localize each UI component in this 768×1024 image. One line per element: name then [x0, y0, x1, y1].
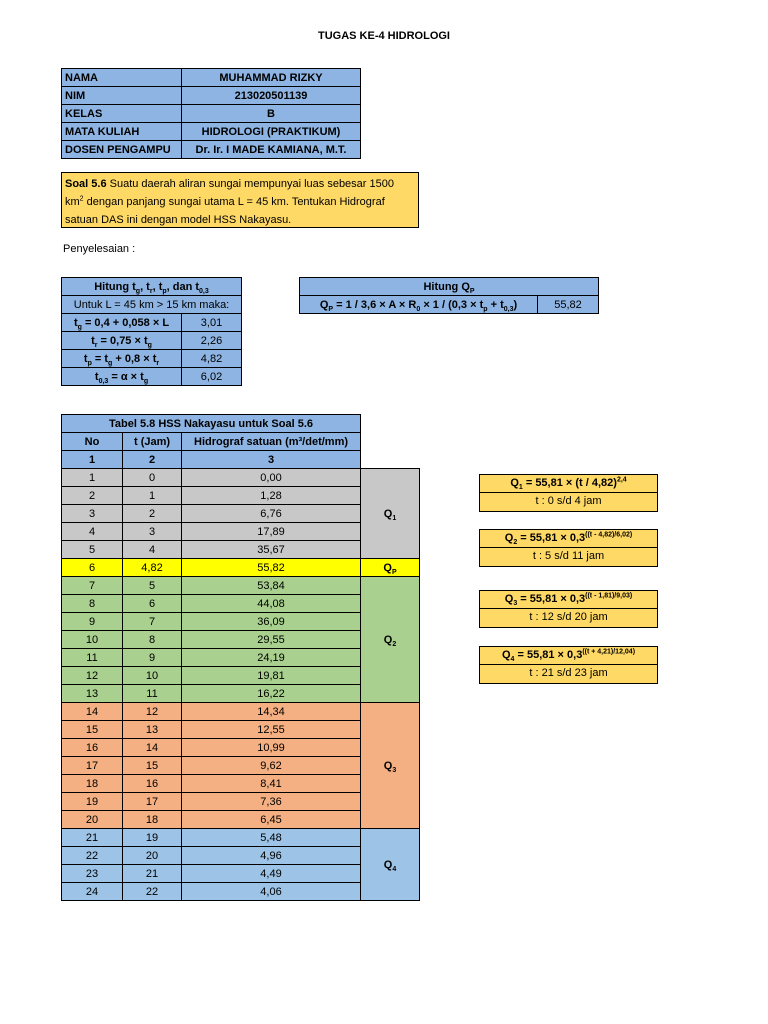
value-tg: 3,01	[182, 314, 242, 332]
table-row	[62, 469, 420, 487]
table-cell: 35,67	[182, 541, 361, 559]
table-cell: 14	[62, 703, 123, 721]
table-cell: 16	[62, 739, 123, 757]
problem-text: km	[65, 196, 80, 208]
equation-q1: $Q_1 = 55,81 \times (t / 4,82)^{2,4}$ t : 0 s/d 4 jam	[479, 474, 658, 512]
table-cell: 21	[123, 865, 182, 883]
formula-tg: $t_g = 0,4 + 0,058 \times L$	[62, 314, 182, 332]
page-title: TUGAS KE-4 HIDROLOGI	[317, 30, 450, 42]
table-cell: 6,76	[182, 505, 361, 523]
table-cell: 19	[62, 793, 123, 811]
column-number: 1	[62, 451, 123, 469]
table-cell: 16	[123, 775, 182, 793]
table-cell: 8	[123, 631, 182, 649]
table-cell: 9,62	[182, 757, 361, 775]
formula-tr: $t_r = 0,75 \times t_g$	[62, 332, 182, 350]
table-row	[62, 559, 420, 577]
formula-t03: $t_{0,3} = \alpha \times t_g$	[62, 368, 182, 386]
table-cell: 23	[62, 865, 123, 883]
problem-text: dengan panjang sungai utama L = 45 km. Tentukan Hidrograf	[83, 196, 385, 208]
range-q3: t : 12 s/d 20 jam	[480, 609, 657, 627]
table-cell: 8,41	[182, 775, 361, 793]
table-cell: 4	[123, 541, 182, 559]
value-tr: 2,26	[182, 332, 242, 350]
info-label: DOSEN PENGAMPU	[62, 141, 182, 159]
equation-q4: $Q_4 = 55,81 \times 0,3^{((t + 4,21)/12,04)}$ t : 21 s/d 23 jam	[479, 646, 658, 684]
column-header: No	[62, 433, 123, 451]
info-value: B	[182, 105, 361, 123]
value-t03: 6,02	[182, 368, 242, 386]
table-cell: 0,00	[182, 469, 361, 487]
table-row	[62, 577, 420, 595]
equation-q3: $Q_3 = 55,81 \times 0,3^{((t - 1,81)/9,03)}$ t : 12 s/d 20 jam	[479, 590, 658, 628]
table-cell: 13	[62, 685, 123, 703]
table-cell: 4,96	[182, 847, 361, 865]
column-number: 2	[123, 451, 182, 469]
table-cell: 3	[62, 505, 123, 523]
group-label: $Q_3$	[361, 703, 420, 829]
table-cell: 20	[62, 811, 123, 829]
table-cell: 13	[123, 721, 182, 739]
table-cell: 16,22	[182, 685, 361, 703]
table-cell: 5,48	[182, 829, 361, 847]
range-q2: t : 5 s/d 11 jam	[480, 548, 657, 566]
table-header: Hitung $Q_P$	[300, 278, 599, 296]
table-cell: 12,55	[182, 721, 361, 739]
column-header: t (Jam)	[123, 433, 182, 451]
range-q1: t : 0 s/d 4 jam	[480, 493, 657, 511]
group-label: $Q_2$	[361, 577, 420, 703]
peak-discharge-table	[299, 277, 599, 314]
table-cell: 4,06	[182, 883, 361, 901]
table-cell: 18	[62, 775, 123, 793]
group-label: $Q_4$	[361, 829, 420, 901]
table-cell: 8	[62, 595, 123, 613]
table-cell: 18	[123, 811, 182, 829]
table-cell: 9	[62, 613, 123, 631]
table-header: Hitung $t_g$, $t_r$, $t_p$, dan $t_{0,3}$	[62, 278, 242, 296]
condition-text: Untuk L = 45 km > 15 km maka:	[62, 296, 242, 314]
table-cell: 4	[62, 523, 123, 541]
column-header: Hidrograf satuan (m³/det/mm)	[182, 433, 361, 451]
problem-text: satuan DAS ini dengan model HSS Nakayasu.	[65, 214, 292, 226]
student-info-table	[61, 68, 361, 159]
value-qp: 55,82	[538, 296, 599, 314]
equation-q2: $Q_2 = 55,81 \times 0,3^{((t - 4,82)/6,02)}$ t : 5 s/d 11 jam	[479, 529, 658, 567]
table-cell: 5	[62, 541, 123, 559]
table-cell: 14,34	[182, 703, 361, 721]
problem-statement: Soal 5.6 Suatu daerah aliran sungai mempunyai luas sebesar 1500 $km^2$ dengan panjang sungai utama L = 45 km. Tentukan Hidrograf satuan DAS ini dengan model HSS Nakayasu.	[61, 172, 419, 228]
table-row	[62, 829, 420, 847]
table-cell: 29,55	[182, 631, 361, 649]
table-cell: 4,49	[182, 865, 361, 883]
table-cell: 19,81	[182, 667, 361, 685]
table-cell: 36,09	[182, 613, 361, 631]
table-cell: 44,08	[182, 595, 361, 613]
problem-number: Soal 5.6	[65, 178, 107, 190]
table-cell: 24	[62, 883, 123, 901]
table-cell: 0	[123, 469, 182, 487]
value-tp: 4,82	[182, 350, 242, 368]
table-row	[62, 703, 420, 721]
info-value: Dr. Ir. I MADE KAMIANA, M.T.	[182, 141, 361, 159]
info-value: MUHAMMAD RIZKY	[182, 69, 361, 87]
table-cell: 7	[62, 577, 123, 595]
table-cell: 20	[123, 847, 182, 865]
table-cell: 17,89	[182, 523, 361, 541]
table-cell: 17	[62, 757, 123, 775]
table-cell: 6,45	[182, 811, 361, 829]
hss-nakayasu-table	[61, 414, 420, 901]
table-cell: 2	[123, 505, 182, 523]
info-label: NIM	[62, 87, 182, 105]
range-q4: t : 21 s/d 23 jam	[480, 665, 657, 683]
formula-tp: $t_p = t_g + 0,8 \times t_r$	[62, 350, 182, 368]
table-cell: 1	[62, 469, 123, 487]
table-cell: 14	[123, 739, 182, 757]
table-cell: 3	[123, 523, 182, 541]
table-cell: 15	[62, 721, 123, 739]
group-label: $Q_1$	[361, 469, 420, 559]
table-cell: 10,99	[182, 739, 361, 757]
table-cell: 7,36	[182, 793, 361, 811]
table-cell: 6	[62, 559, 123, 577]
table-cell: 12	[123, 703, 182, 721]
table-cell: 55,82	[182, 559, 361, 577]
table-cell: 2	[62, 487, 123, 505]
table-cell: 1,28	[182, 487, 361, 505]
table-cell: 15	[123, 757, 182, 775]
solution-label: Penyelesaian :	[63, 243, 136, 255]
table-cell: 53,84	[182, 577, 361, 595]
table-cell: 1	[123, 487, 182, 505]
column-number: 3	[182, 451, 361, 469]
table-cell: 19	[123, 829, 182, 847]
table-cell: 5	[123, 577, 182, 595]
table-caption: Tabel 5.8 HSS Nakayasu untuk Soal 5.6	[62, 415, 361, 433]
table-cell: 11	[123, 685, 182, 703]
table-cell: 12	[62, 667, 123, 685]
table-cell: 7	[123, 613, 182, 631]
table-cell: 10	[123, 667, 182, 685]
group-label: $Q_P$	[361, 559, 420, 577]
info-value: HIDROLOGI (PRAKTIKUM)	[182, 123, 361, 141]
table-cell: 22	[123, 883, 182, 901]
time-parameters-table	[61, 277, 242, 386]
table-cell: 22	[62, 847, 123, 865]
problem-text: Suatu daerah aliran sungai mempunyai luas sebesar 1500	[106, 178, 394, 190]
info-label: KELAS	[62, 105, 182, 123]
table-cell: 6	[123, 595, 182, 613]
table-cell: 11	[62, 649, 123, 667]
table-cell: 10	[62, 631, 123, 649]
table-cell: 17	[123, 793, 182, 811]
table-cell: 21	[62, 829, 123, 847]
info-value: 213020501139	[182, 87, 361, 105]
info-label: MATA KULIAH	[62, 123, 182, 141]
formula-qp: $Q_P = 1 / 3,6 \times A \times R_0 \times 1 / (0,3 \times t_p + t_{0,3})$	[300, 296, 538, 314]
table-cell: 4,82	[123, 559, 182, 577]
info-label: NAMA	[62, 69, 182, 87]
table-cell: 9	[123, 649, 182, 667]
table-cell: 24,19	[182, 649, 361, 667]
